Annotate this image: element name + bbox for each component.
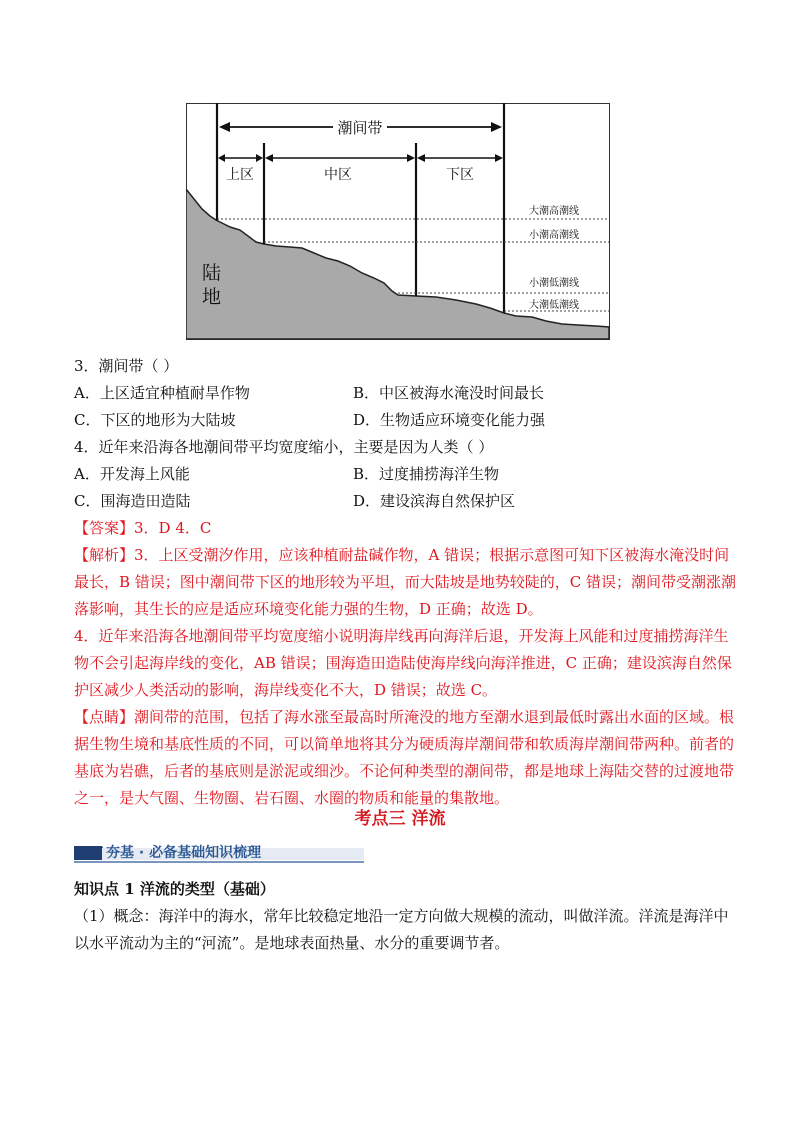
knowledge-point-title: 知识点 1 洋流的类型（基础） [74, 880, 275, 898]
neap-high-tide-label: 小潮高潮线 [529, 230, 579, 241]
land-label-2: 地 [202, 286, 222, 308]
analysis-line-6: 护区减少人类活动的影响，海岸线变化不大，D 错误；故选 C。 [74, 681, 498, 699]
land-label-1: 陆 [202, 262, 222, 284]
zone-middle-label: 中区 [324, 167, 352, 183]
spring-high-tide-label: 大潮高潮线 [529, 206, 579, 217]
q3-option-a: A．上区适宜种植耐旱作物 [74, 384, 250, 402]
banner-text: 夯基 · 必备基础知识梳理 [106, 845, 262, 861]
q3-option-b: B．中区被海水淹没时间最长 [353, 384, 545, 402]
zone-all-label: 潮间带 [337, 119, 383, 137]
analysis-line-1: 【解析】3．上区受潮汐作用，应该种植耐盐碱作物，A 错误；根据示意图可知下区被海水淹没时间 [74, 546, 730, 564]
knowledge-point-line-2: 以水平流动为主的“河流”。是地球表面热量、水分的重要调节者。 [74, 934, 510, 952]
section-title: 考点三 洋流 [354, 809, 446, 829]
q4-option-a: A．开发海上风能 [74, 465, 190, 483]
zone-upper-label: 上区 [226, 167, 254, 183]
q4-option-b: B．过度捕捞海洋生物 [353, 465, 500, 483]
q3-option-c: C．下区的地形为大陆坡 [74, 411, 236, 429]
q4-stem: 4．近年来沿海各地潮间带平均宽度缩小，主要是因为人类（ ） [74, 438, 494, 456]
analysis-line-3: 落影响，其生长的应是适应环境变化能力强的生物，D 正确；故选 D。 [74, 600, 543, 618]
intertidal-zone-diagram [186, 103, 610, 340]
q3-stem: 3．潮间带（ ） [74, 357, 179, 375]
analysis-line-2: 最长，B 错误；图中潮间带下区的地形较为平坦，而大陆坡是地势较陡的，C 错误；潮间带受潮涨潮 [74, 573, 737, 591]
spring-low-tide-label: 大潮低潮线 [529, 300, 579, 311]
tip-line-4: 之一，是大气圈、生物圈、岩石圈、水圈的物质和能量的集散地。 [74, 789, 510, 807]
tip-line-1: 【点睛】潮间带的范围，包括了海水涨至最高时所淹没的地方至潮水退到最低时露出水面的区域。根 [74, 708, 735, 726]
answer-line: 【答案】3．D 4．C [74, 519, 212, 537]
q4-option-c: C．围海造田造陆 [74, 492, 191, 510]
tip-line-2: 据生物生境和基底性质的不同，可以简单地将其分为硬质海岸潮间带和软质海岸潮间带两种。前者的 [74, 735, 735, 753]
tip-line-3: 基底为岩礁，后者的基底则是淤泥或细沙。不论何种类型的潮间带，都是地球上海陆交替的过渡地带 [74, 762, 735, 780]
q4-option-d: D．建设滨海自然保护区 [353, 492, 516, 510]
analysis-line-5: 物不会引起海岸线的变化，AB 错误；围海造田造陆使海岸线向海洋推进，C 正确；建设滨海自然保 [74, 654, 732, 672]
analysis-line-4: 4．近年来沿海各地潮间带平均宽度缩小说明海岸线再向海洋后退，开发海上风能和过度捕捞海洋生 [74, 627, 729, 645]
neap-low-tide-label: 小潮低潮线 [529, 278, 579, 289]
zone-lower-label: 下区 [446, 167, 474, 183]
knowledge-point-line-1: （1）概念：海洋中的海水，常年比较稳定地沿一定方向做大规模的流动，叫做洋流。洋流是海洋中 [74, 907, 729, 925]
q3-option-d: D．生物适应环境变化能力强 [353, 411, 546, 429]
